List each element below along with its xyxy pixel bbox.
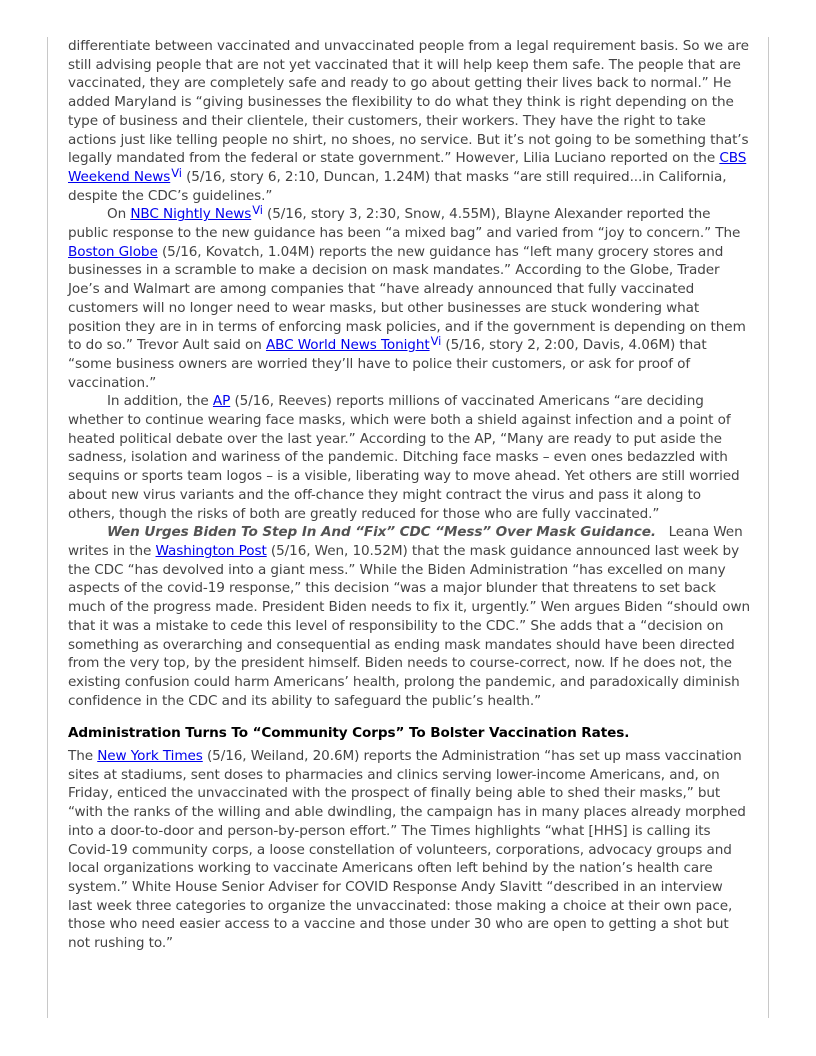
section-heading-community-corps: Administration Turns To “Community Corps” To Bolster Vaccination Rates. — [68, 725, 630, 742]
video-indicator-icon[interactable]: Vi — [430, 334, 442, 349]
video-indicator-icon[interactable]: Vi — [171, 165, 182, 180]
link-new-york-times[interactable]: New York Times — [97, 748, 203, 765]
link-abc-world-news-tonight[interactable]: ABC World News Tonight — [265, 337, 430, 354]
video-indicator-icon[interactable]: Vi — [252, 203, 263, 218]
link-washington-post[interactable]: Washington Post — [155, 542, 267, 559]
paragraph-text: differentiate between vaccinated and unvaccinated people from a legal requirement basis. So we are still advising people that are not yet vaccinated that it will help keep them safe. The people that are vaccinated, they are completely safe and ready to go about getting their lives back to normal.” He added Maryland is “giving businesses the flexibility to do what they think is right depending on the type of business and their clientele, their customers, their workers. They have the right to take actions just like telling people no shirt, no shoes, no service. But it’s not going to be something that’s legally mandated from the federal or state government.” However, Lilia Luciano reported on the — [68, 38, 749, 167]
link-cbs-weekend-news[interactable]: CBS Weekend News — [68, 150, 747, 185]
paragraph-text: (5/16, Reeves) reports millions of vaccinated Americans “are deciding whether to continue wearing face masks, which were both a shield against infection and a point of heated political debate over the last year.” According to the AP, “Many are ready to put aside the sadness, isolation and wariness of the pandemic. Ditching face masks – even ones bedazzled with sequins or sports team logos – is a visible, liberating way to move ahead. Yet others are still worried about new virus variants and the off-chance they might contract the virus and pass it along to others, though the risks of both are greatly reduced for those who are fully vaccinated.” — [68, 393, 740, 522]
paragraph-nyt-community-corps — [68, 747, 750, 953]
paragraph-nbc-nightly — [68, 205, 750, 392]
link-ap[interactable]: AP — [212, 393, 231, 410]
paragraph-text: (5/16, story 6, 2:10, Duncan, 1.24M) that masks “are still required...in California, despite the CDC’s guidelines.” — [68, 168, 727, 204]
paragraph-text: (5/16, Weiland, 20.6M) reports the Administration “has set up mass vaccination sites at stadiums, sent doses to pharmacies and clinics serving lower-income Americans, and, on Friday, enticed the unvaccinated with the prospect of finally being able to shed their masks,” but “with the ranks of the willing and able dwindling, the campaign has in many places already morphed into a door-to-door and person-by-person effort.” The Times highlights “what [HHS] is calling its Covid-19 community corps, a loose constellation of volunteers, corporations, advocacy groups and local organizations working to vaccinate Americans often left behind by the nation’s health care system.” White House Senior Adviser for COVID Response Andy Slavitt “described in an interview last week three categories to organize the unvaccinated: those making a choice at their own pace, those who need easier access to a vaccine and those under 30 who are open to getting a shot but not rushing to.” — [68, 748, 746, 952]
paragraph-text: In addition, the — [107, 393, 213, 410]
paragraph-ap-masks — [68, 392, 750, 523]
paragraph-text: (5/16, story 3, 2:30, Snow, 4.55M), Blayne Alexander reported the public response to the new guidance has been “a mixed bag” and varied from “joy to concern.” The — [68, 206, 741, 242]
paragraph-text: On — [107, 206, 131, 223]
paragraph-text: The — [68, 748, 98, 765]
paragraph-wen-urges-biden — [68, 523, 750, 710]
paragraph-text: (5/16, story 2, 2:00, Davis, 4.06M) that “some business owners are worried they’ll have to police their customers, or ask for proof of vaccination.” — [68, 337, 707, 391]
paragraph-maryland-quote — [68, 37, 750, 205]
link-boston-globe[interactable]: Boston Globe — [68, 243, 158, 260]
story-heading-inline: Wen Urges Biden To Step In And “Fix” CDC “Mess” Over Mask Guidance. — [107, 524, 656, 541]
document-body — [68, 37, 750, 953]
paragraph-text: (5/16, Kovatch, 1.04M) reports the new guidance has “left many grocery stores and businesses in a scramble to make a decision on mask mandates.” According to the Globe, Trader Joe’s and Walmart are among companies that “have already announced that fully vaccinated customers will no longer need to wear masks, but other businesses are stuck wondering what position they are in in terms of enforcing mask policies, and if the government is depending on them to do so.” Trevor Ault said on — [68, 243, 746, 354]
link-nbc-nightly-news[interactable]: NBC Nightly News — [130, 206, 252, 223]
paragraph-text: Leana Wen writes in the — [68, 524, 747, 559]
paragraph-text: (5/16, Wen, 10.52M) that the mask guidance announced last week by the CDC “has devolved into a giant mess.” While the Biden Administration “has excelled on many aspects of the covid-19 response,” this decision “was a major blunder that threatens to set back much of the progress made. President Biden needs to fix it, urgently.” Wen argues Biden “should own that it was a mistake to cede this level of responsibility to the CDC.” She adds that a “decision on something as overarching and consequential as ending mask mandates should have been directed from the very top, by the president himself. Biden needs to course-correct, now. If he does not, the existing confusion could harm Americans’ health, prolong the pandemic, and paradoxically diminish confidence in the CDC and its ability to safeguard the public’s health.” — [68, 542, 750, 709]
